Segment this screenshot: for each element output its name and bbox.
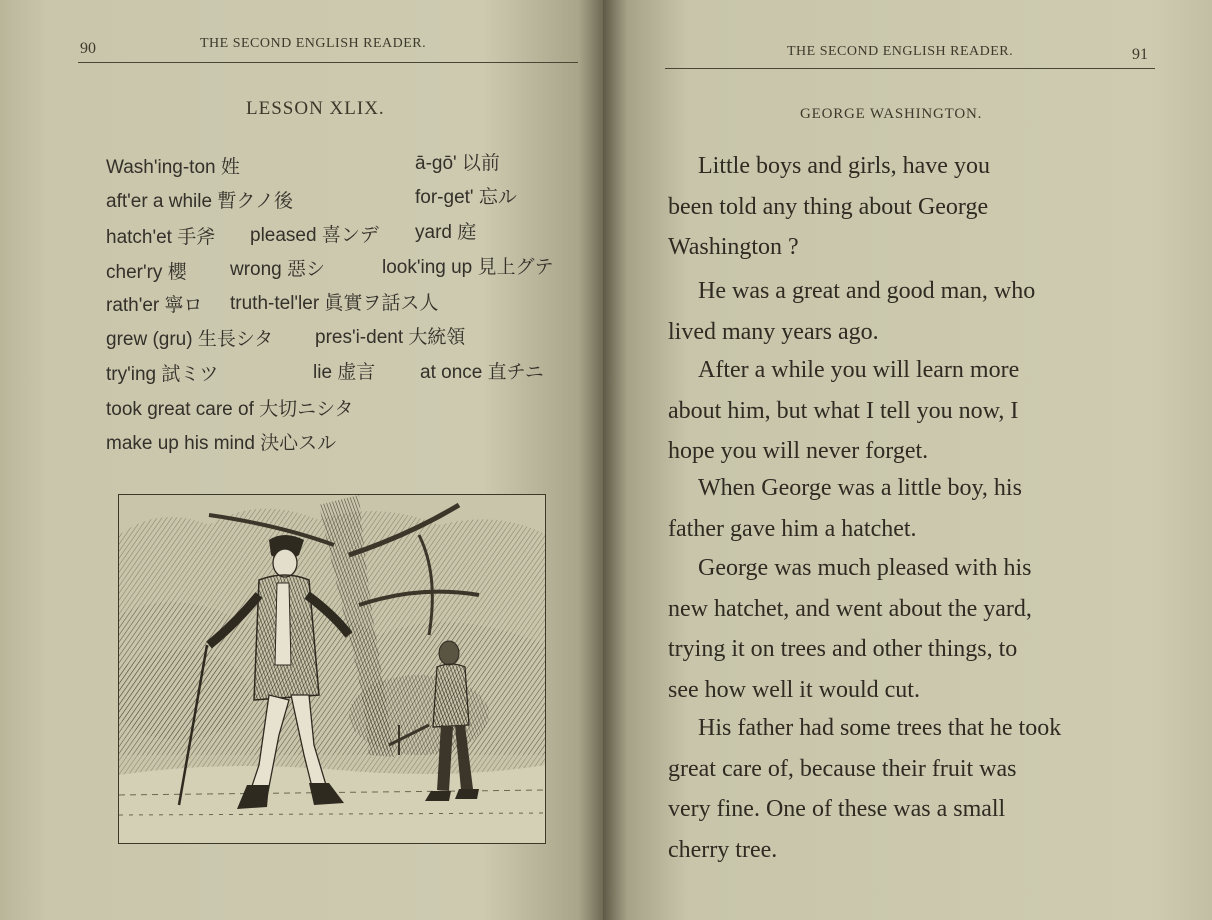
vocab-item: look'ing up 見上グテ <box>382 257 554 278</box>
running-header: THE SECOND ENGLISH READER. <box>200 36 427 51</box>
page-number: 90 <box>80 40 96 57</box>
left-page <box>0 0 603 920</box>
paragraph <box>668 146 1162 268</box>
paragraph <box>668 708 1162 870</box>
vocab-item: cher'ry 櫻 <box>106 262 187 283</box>
vocab-item: yard 庭 <box>415 222 477 243</box>
text-line: see how well it would cut. <box>668 676 920 703</box>
vocab-item: wrong 惡シ <box>230 259 326 280</box>
paragraph <box>668 271 1162 352</box>
text-line: father gave him a hatchet. <box>668 515 917 542</box>
page-number: 91 <box>1132 46 1148 63</box>
vocab-item: for-get' 忘ル <box>415 187 517 208</box>
vocab-item: make up his mind 決心スル <box>106 433 337 454</box>
text-line: cherry tree. <box>668 836 778 863</box>
text-line: great care of, because their fruit was <box>668 755 1017 782</box>
text-line: Washington ? <box>668 234 799 260</box>
lesson-title: LESSON XLIX. <box>246 98 385 119</box>
running-header: THE SECOND ENGLISH READER. <box>787 44 1014 59</box>
text-line: new hatchet, and went about the yard, <box>668 595 1032 622</box>
text-line: trying it on trees and other things, to <box>668 636 1018 662</box>
vocab-item: pres'i-dent 大統領 <box>315 327 466 348</box>
vocab-item: took great care of 大切ニシタ <box>106 399 354 420</box>
text-line: been told any thing about George <box>668 193 989 220</box>
header-rule <box>78 62 578 63</box>
text-line: lived many years ago. <box>668 318 879 345</box>
text-line: He was a great and good man, who <box>698 278 1036 304</box>
vocab-item: hatch'et 手斧 <box>106 227 216 248</box>
text-line: When George was a little boy, his <box>698 475 1022 501</box>
vocab-item: aft'er a while 暫クノ後 <box>106 191 293 212</box>
vocab-item: try'ing 試ミツ <box>106 364 219 385</box>
paragraph <box>668 350 1162 472</box>
text-line: His father had some trees that he took <box>698 715 1062 741</box>
text-line: hope you will never forget. <box>668 438 929 464</box>
paragraph <box>668 548 1162 710</box>
text-line: about him, but what I tell you now, I <box>668 397 1019 424</box>
text-line: After a while you will learn more <box>698 357 1020 383</box>
vocab-item: grew (gru) 生長シタ <box>106 329 274 350</box>
chapter-title: GEORGE WASHINGTON. <box>800 106 983 122</box>
vocab-item: truth-tel'ler 眞實ヲ話ス人 <box>230 293 439 314</box>
vocab-item: pleased 喜ンデ <box>250 225 379 246</box>
vocab-item: at once 直チニ <box>420 362 544 383</box>
vocab-item: rath'er 寧ロ <box>106 295 203 316</box>
header-rule <box>665 68 1155 69</box>
text-line: very fine. One of these was a small <box>668 796 1006 822</box>
vocab-item: ā-gō' 以前 <box>415 153 500 174</box>
text-line: Little boys and girls, have you <box>698 153 990 179</box>
text-line: George was much pleased with his <box>698 555 1032 581</box>
paragraph <box>668 468 1162 549</box>
vocab-item: lie 虚言 <box>313 362 376 383</box>
vocab-item: Wash'ing-ton 姓 <box>106 157 240 178</box>
engraving-man-and-boy-in-orchard-icon <box>118 494 546 844</box>
